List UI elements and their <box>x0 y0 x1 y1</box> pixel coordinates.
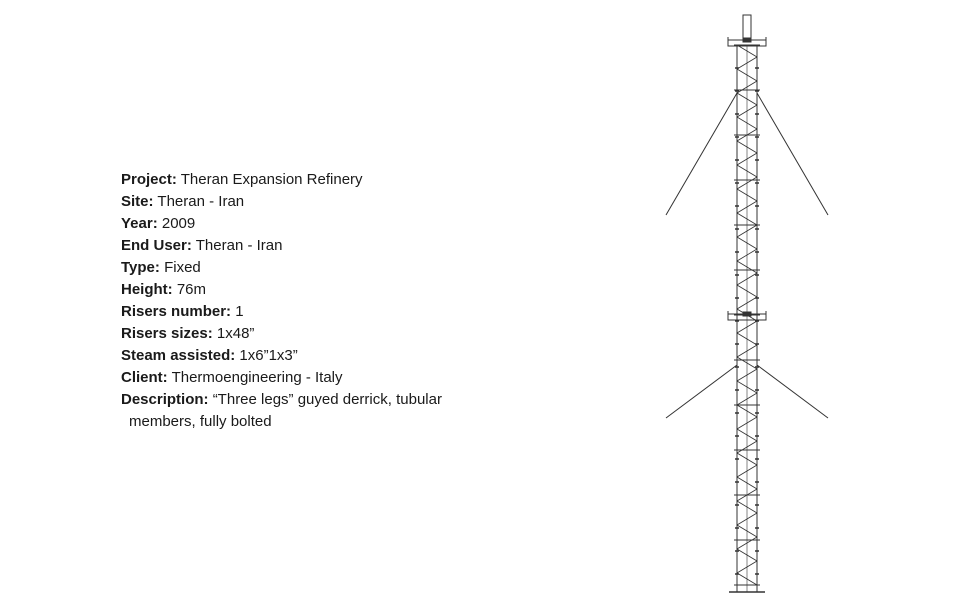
spec-value: Theran - Iran <box>157 193 245 210</box>
spec-value: Theran - Iran <box>195 237 283 254</box>
guy-wire-lower-right <box>757 365 828 418</box>
spec-value: Theran Expansion Refinery <box>180 171 363 188</box>
spec-value: “Three legs” guyed derrick, tubular <box>212 391 442 408</box>
spec-steam-assisted <box>121 345 501 367</box>
spec-label: Type: <box>121 259 160 276</box>
riser-stack-top <box>743 15 751 40</box>
spec-site <box>121 191 501 213</box>
spec-label: Risers number: <box>121 303 232 320</box>
spec-label: Risers sizes: <box>121 325 213 342</box>
spec-risers-sizes <box>121 323 501 345</box>
spec-value: 2009 <box>161 215 196 232</box>
derrick-tower-icon <box>660 0 840 600</box>
spec-value: 1x48” <box>216 325 255 342</box>
guy-wire-lower-left <box>666 365 737 418</box>
guy-wire-upper-right <box>757 93 828 215</box>
middle-platform-hatch <box>743 312 751 316</box>
spec-label: Height: <box>121 281 173 298</box>
spec-value: Fixed <box>164 259 201 276</box>
top-platform-hatch <box>743 38 751 42</box>
spec-label: Project: <box>121 171 177 188</box>
spec-value: 1 <box>235 303 244 320</box>
spec-project <box>121 169 501 191</box>
spec-value-continued: members, fully bolted <box>129 413 272 430</box>
spec-value: 1x6”1x3” <box>239 347 298 364</box>
spec-value: Thermoengineering - Italy <box>171 369 343 386</box>
spec-end-user <box>121 235 501 257</box>
guy-wire-upper-left <box>666 93 737 215</box>
spec-height <box>121 279 501 301</box>
spec-label: Steam assisted: <box>121 347 236 364</box>
spec-label: Year: <box>121 215 158 232</box>
project-specs <box>121 169 501 433</box>
spec-risers-number <box>121 301 501 323</box>
spec-label: Description: <box>121 391 209 408</box>
spec-label: End User: <box>121 237 192 254</box>
spec-label: Client: <box>121 369 168 386</box>
spec-description <box>121 389 501 433</box>
spec-year <box>121 213 501 235</box>
spec-type <box>121 257 501 279</box>
spec-value: 76m <box>176 281 207 298</box>
derrick-tower-drawing <box>660 0 840 600</box>
spec-client <box>121 367 501 389</box>
spec-label: Site: <box>121 193 154 210</box>
